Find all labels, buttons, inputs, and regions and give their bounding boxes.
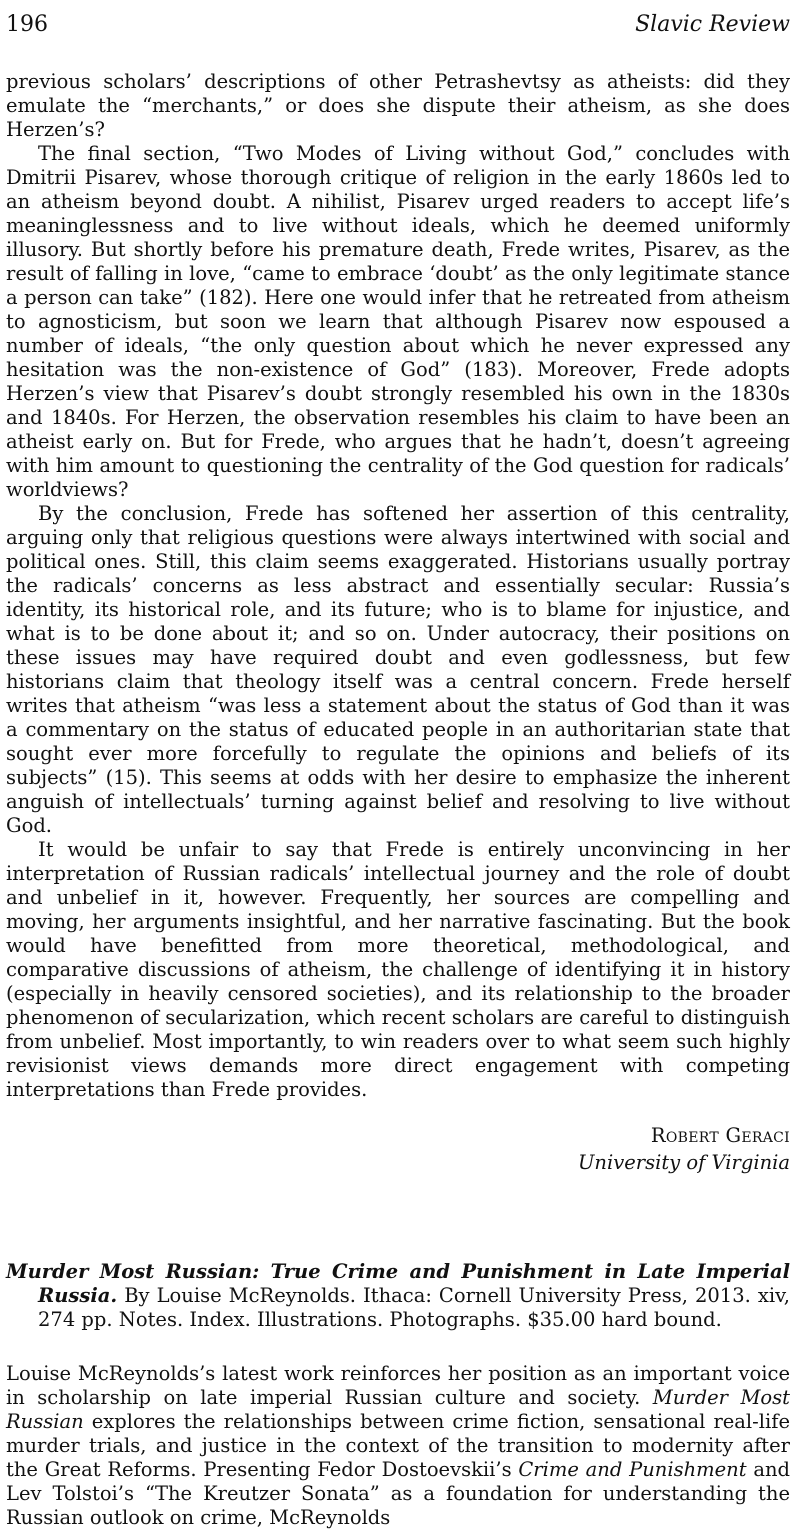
review-paragraph: Louise McReynolds’s latest work reinforces her position as an important voice in scholarship on late imperial Russian culture and society. Murder Most Russian explores the relationships between crime fiction, sensational real-life murder trials, and justice in the context of the transition to modernity after the Great Reforms. Presenting Fedor Dostoevskii’s Crime and Punishment and Lev Tolstoi’s “The Kreutzer Sonata” as a foundation for understanding the Russian outlook on crime, McReynolds (6, 1362, 790, 1529)
italic-title: Murder Most Russian (6, 1386, 790, 1433)
paragraph-assessment: It would be unfair to say that Frede is entirely unconvincing in her interpretation of Russian radicals’ intellectual journey and the role of doubt and unbelief in it, however. Frequently, her sources are compelling and moving, her arguments insightful, and her narrative fascinating. But the book would have benefitted from more theoretical, methodological, and comparative discussions of atheism, the challenge of identifying it in history (especially in heavily censored societies), and its relationship to the broader phenomenon of secularization, which recent scholars are careful to distinguish from unbelief. Most importantly, to win readers over to what seem such highly revisionist views demands more direct engagement with competing interpretations than Frede provides. (6, 838, 790, 1101)
article-body (6, 70, 790, 1102)
page-number: 196 (6, 11, 48, 37)
paragraph-conclusion: By the conclusion, Frede has softened her assertion of this centrality, arguing only that religious questions were always intertwined with social and political ones. Still, this claim seems exaggerated. Historians usually portray the radicals’ concerns as less abstract and essentially secular: Russia’s identity, its historical role, and its future; who is to blame for injustice, and what is to be done about it; and so on. Under autocracy, their positions on these issues may have required doubt and even godlessness, but few historians claim that theology itself was a central concern. Frede herself writes that atheism “was less a statement about the status of God than it was a commentary on the status of educated people in an authoritarian state that sought ever more forcefully to regulate the opinions and beliefs of its subjects” (15). This seems at odds with her desire to emphasize the inherent anguish of intellectuals’ turning against belief and resolving to live without God. (6, 502, 790, 837)
italic-title: Crime and Punishment (518, 1458, 747, 1481)
book-citation: By Louise McReynolds. Ithaca: Cornell University Press, 2013. xiv, 274 pp. Notes. Index. Illustrations. Photographs. $35.00 hard bound. (38, 1284, 790, 1331)
journal-title: Slavic Review (635, 11, 790, 37)
book-review-heading (6, 1260, 790, 1332)
paragraph-final-section: The final section, “Two Modes of Living without God,” concludes with Dmitrii Pisarev, whose thorough critique of religion in the early 1860s led to an atheism beyond doubt. A nihilist, Pisarev urged readers to accept life’s meaninglessness and to live without ideals, which he deemed uniformly illusory. But shortly before his premature death, Frede writes, Pisarev, as the result of falling in love, “came to embrace ‘doubt’ as the only legitimate stance a person can take” (182). Here one would infer that he retreated from atheism to agnosticism, but soon we learn that although Pisarev now espoused a number of ideals, “the only question about which he never expressed any hesitation was the non-existence of God” (183). Moreover, Frede adopts Herzen’s view that Pisarev’s doubt strongly resembled his own in the 1830s and 1840s. For Herzen, the observation resembles his claim to have been an atheist early on. But for Frede, who argues that he hadn’t, doesn’t agreeing with him amount to questioning the centrality of the God question for radicals’ worldviews? (6, 142, 790, 501)
paragraph-continued: previous scholars’ descriptions of other Petrashevtsy as atheists: did they emulate the “merchants,” or does she dispute their atheism, as she does Herzen’s? (6, 70, 790, 141)
reviewer-affiliation: University of Virginia (578, 1151, 790, 1174)
reviewer-signature (6, 1122, 790, 1176)
running-head (6, 0, 790, 48)
book-title: Murder Most Russian: True Crime and Punishment in Late Imperial Russia. (6, 1260, 790, 1307)
reviewer-name: Robert Geraci (650, 1124, 790, 1147)
review-body (6, 1362, 790, 1530)
